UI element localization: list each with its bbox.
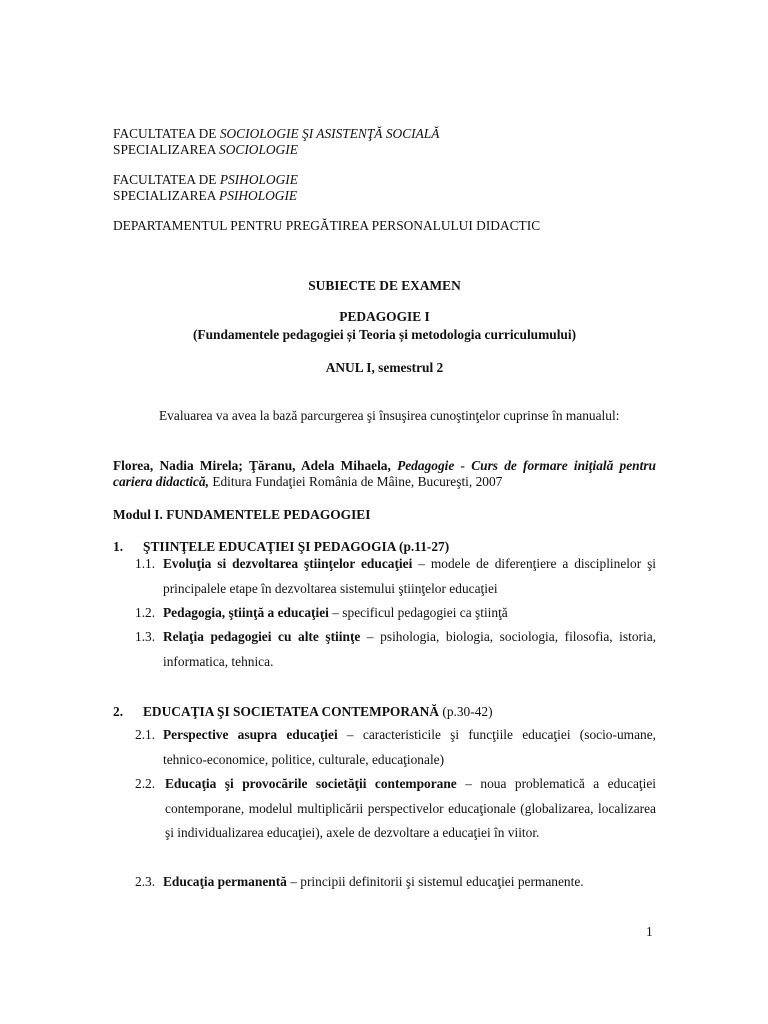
- department-line: DEPARTAMENTUL PENTRU PREGĂTIREA PERSONALULUI DIDACTIC: [113, 218, 541, 233]
- item-number: 1.3.: [135, 629, 156, 644]
- section-2-title-line: [143, 704, 493, 720]
- section-1-title: ŞTIINŢELE EDUCAŢIEI ŞI PEDAGOGIA (p.11-27): [143, 539, 450, 554]
- year-semester: ANUL I, semestrul 2: [325, 360, 444, 375]
- specialization-2-prefix: SPECIALIZAREA: [113, 188, 220, 203]
- specialization-1-line: [113, 142, 298, 158]
- item-text: [135, 772, 656, 846]
- faculty-2-line: [113, 172, 298, 188]
- specialization-1-prefix: SPECIALIZAREA: [113, 142, 220, 157]
- item-rest: – caracteristicile şi funcţiile educaţiei (socio-umane, tehnico-economice, politice, culturale, educaţionale): [163, 727, 657, 767]
- item-2-1: [135, 723, 656, 772]
- item-text: [135, 552, 656, 601]
- section-1-number: 1.: [113, 539, 124, 554]
- section-2-title: EDUCAŢIA ŞI SOCIETATEA CONTEMPORANĂ: [143, 704, 440, 719]
- faculty-2-prefix: FACULTATEA DE: [113, 172, 220, 187]
- item-number: 1.2.: [135, 605, 156, 620]
- module-title: Modul I. FUNDAMENTELE PEDAGOGIEI: [113, 507, 371, 522]
- specialization-1-name: SOCIOLOGIE: [219, 142, 298, 157]
- item-bold: Educaţia şi provocările societăţii contemporane: [165, 776, 457, 791]
- item-1-3: [135, 625, 656, 674]
- specialization-2-line: [113, 188, 297, 204]
- item-2-2: [135, 772, 656, 846]
- faculty-1-line: [113, 126, 439, 142]
- reference-book-title: Pedagogie - Curs de formare iniţială pentru cariera didactică,: [113, 458, 656, 489]
- item-bold: Relaţia pedagogiei cu alte ştiinţe: [163, 629, 361, 644]
- item-text: [135, 601, 656, 626]
- item-rest: – psihologia, biologia, sociologia, filosofia, istoria, informatica, tehnica.: [163, 629, 656, 669]
- item-number: 2.3.: [135, 874, 156, 889]
- item-rest: – noua problematică a educaţiei contemporane, modelul multiplicării perspectivelor educaţionale (globalizarea, localizarea şi individualizarea educaţiei), axele de dezvoltare a educaţiei în viitor.: [165, 776, 656, 840]
- item-text: [135, 870, 656, 895]
- item-1-1: [135, 552, 656, 601]
- item-rest: – specificul pedagogiei ca ştiinţă: [328, 605, 508, 620]
- course-detail: (Fundamentele pedagogiei și Teoria și metodologia curriculumului): [192, 327, 577, 342]
- item-rest: – modele de diferenţiere a disciplinelor şi principalele etape în dezvoltarea sistemului ştiinţelor educaţiei: [163, 556, 656, 596]
- item-number: 2.2.: [135, 776, 156, 791]
- item-1-2: [135, 601, 656, 626]
- specialization-2-name: PSIHOLOGIE: [219, 188, 298, 203]
- item-rest: – principii definitorii şi sistemul educaţiei permanente.: [286, 874, 584, 889]
- item-bold: Perspective asupra educaţiei: [163, 727, 338, 742]
- reference-paragraph: [113, 458, 656, 490]
- faculty-1-prefix: FACULTATEA DE: [113, 126, 220, 141]
- item-2-3: [135, 870, 656, 895]
- item-bold: Educaţia permanentă: [163, 874, 287, 889]
- faculty-2-name: PSIHOLOGIE: [219, 172, 298, 187]
- item-bold: Pedagogia, ştiinţă a educaţiei: [163, 605, 329, 620]
- section-2-number: 2.: [113, 704, 124, 719]
- section-2-pages: (p.30-42): [439, 704, 493, 719]
- item-bold: Evoluţia si dezvoltarea ştiinţelor educaţiei: [163, 556, 413, 571]
- reference-publisher: Editura Fundaţiei România de Mâine, Bucureşti, 2007: [212, 474, 503, 489]
- item-number: 2.1.: [135, 727, 156, 742]
- exam-title: SUBIECTE DE EXAMEN: [308, 278, 461, 293]
- course-title: PEDAGOGIE I: [339, 309, 430, 324]
- intro-paragraph: Evaluarea va avea la bază parcurgerea şi însuşirea cunoştinţelor cuprinse în manualul:: [159, 408, 620, 423]
- faculty-1-name: SOCIOLOGIE ŞI ASISTENŢĂ SOCIALĂ: [219, 126, 440, 141]
- page-number: 1: [646, 924, 653, 939]
- item-number: 1.1.: [135, 556, 156, 571]
- reference-authors: Florea, Nadia Mirela; Ţăranu, Adela Mihaela,: [113, 458, 391, 473]
- item-text: [135, 625, 656, 674]
- item-text: [135, 723, 656, 772]
